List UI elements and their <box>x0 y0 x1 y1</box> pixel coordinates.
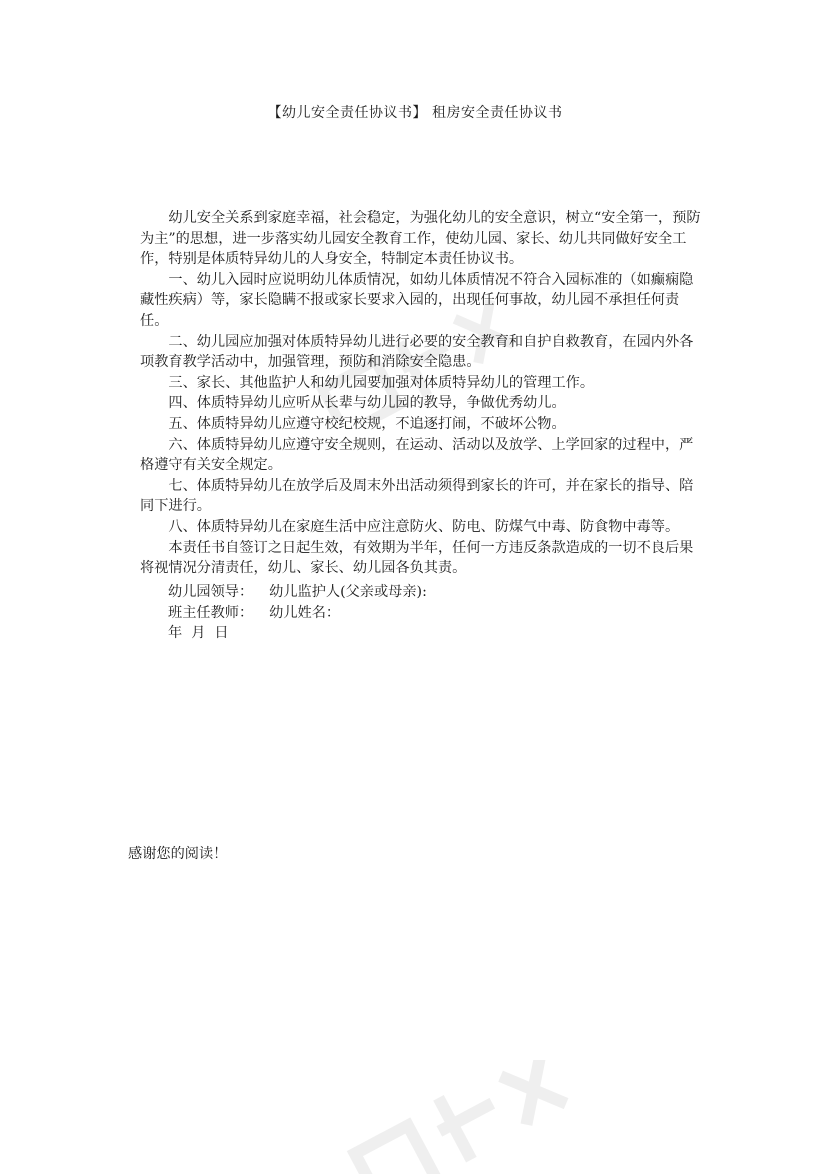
paragraph-clause-8: 八、体质特异幼儿在家庭生活中应注意防火、防电、防煤气中毒、防食物中毒等。 <box>168 518 680 535</box>
paragraph-validity: 本责任书自签订之日起生效，有效期为半年，任何一方违反条款造成的一切不良后果将视情况分清责任，幼儿、家长、幼儿园各负其责。 <box>140 539 694 577</box>
signature-row-1 <box>168 582 427 603</box>
paragraph-clause-1: 一、幼儿入园时应说明幼儿体质情况，如幼儿体质情况不符合入园标准的（如癫痫隐藏性疾病）等，家长隐瞒不报或家长要求入园的，出现任何事故，幼儿园不承担任何责任。 <box>140 271 694 329</box>
head-teacher-label: 班主任教师： <box>168 604 254 621</box>
paragraph-intro: 幼儿安全关系到家庭幸福，社会稳定，为强化幼儿的安全意识，树立“安全第一，预防为主”的思想，进一步落实幼儿园安全教育工作，使幼儿园、家长、幼儿共同做好安全工作，特别是体质特异幼儿的人身安全，特制定本责任协议书。 <box>140 210 701 268</box>
document-title: 【幼儿安全责任协议书】 租房安全责任协议书 <box>267 105 563 121</box>
paragraph-clause-4: 四、体质特异幼儿应听从长辈与幼儿园的教导，争做优秀幼儿。 <box>168 395 566 412</box>
guardian-label: 幼儿监护人(父亲或母亲): <box>269 584 427 600</box>
watermark-graphic-bottom <box>330 1060 590 1174</box>
child-name-label: 幼儿姓名： <box>269 604 341 621</box>
document-body <box>140 208 702 579</box>
signature-row-2 <box>168 603 427 624</box>
paragraph-clause-5: 五、体质特异幼儿应遵守校纪校规，不追逐打闹，不破坏公物。 <box>168 415 566 432</box>
signature-block <box>168 582 427 644</box>
paragraph-clause-7: 七、体质特异幼儿在放学后及周末外出活动须得到家长的许可，并在家长的指导、陪同下进行。 <box>140 477 694 515</box>
kindergarten-leader-label: 幼儿园领导： <box>168 584 254 600</box>
paragraph-clause-6: 六、体质特异幼儿应遵守安全规则，在运动、活动以及放学、上学回家的过程中，严格遵守有关安全规定。 <box>140 436 694 474</box>
signature-date: 年 月 日 <box>168 625 229 642</box>
paragraph-clause-2: 二、幼儿园应加强对体质特异幼儿进行必要的安全教育和自护自救教育，在园内外各项教育教学活动中，加强管理，预防和消除安全隐患。 <box>140 333 694 371</box>
footer-thanks: 感谢您的阅读！ <box>128 846 228 862</box>
paragraph-clause-3: 三、家长、其他监护人和幼儿园要加强对体质特异幼儿的管理工作。 <box>168 374 595 391</box>
